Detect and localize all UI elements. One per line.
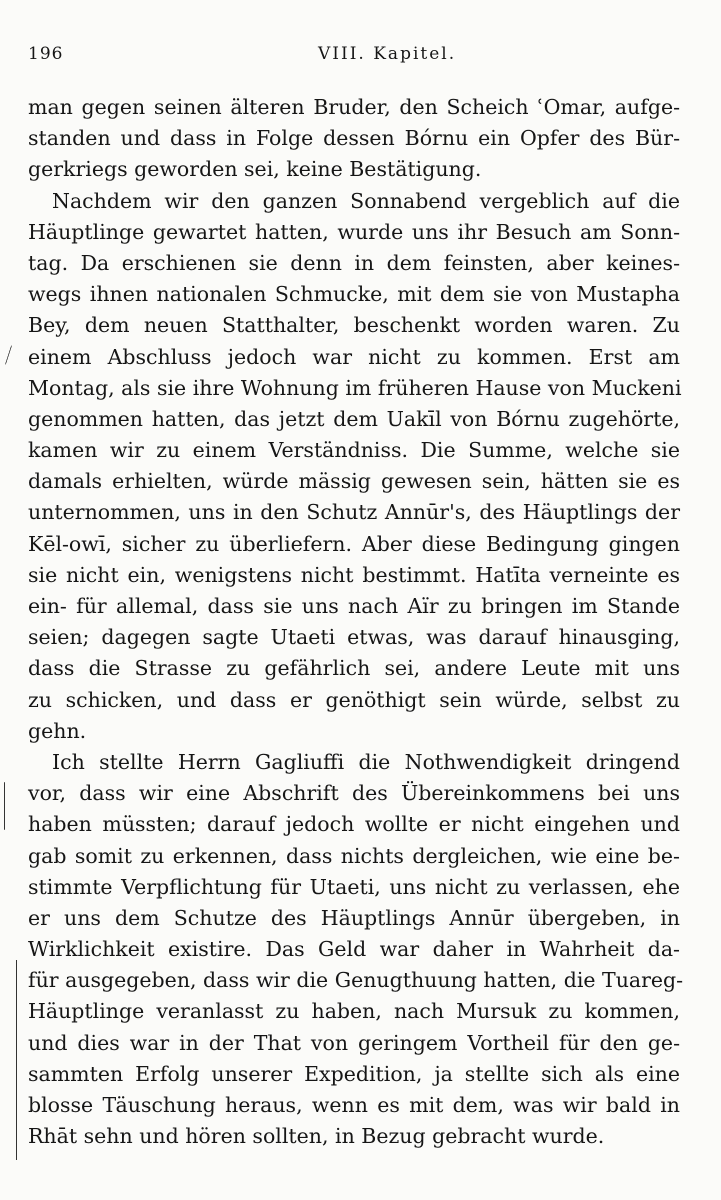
text-line: man gegen seinen älteren Bruder, den Scheich ʿOmar, aufge- <box>28 95 680 119</box>
text-line: gab somit zu erkennen, dass nichts dergleichen, wie eine be- <box>28 843 680 868</box>
text-line: dass die Strasse zu gefährlich sei, andere Leute mit uns <box>28 656 680 681</box>
running-head: VIII. Kapitel. <box>318 44 457 64</box>
text-line: Häuptlinge gewartet hatten, wurde uns ihr Besuch am Sonn- <box>28 219 680 244</box>
margin-pencil-mark <box>4 782 5 830</box>
text-line: seien; dagegen sagte Utaeti etwas, was darauf hinausging, <box>28 625 680 650</box>
text-line: vor, dass wir eine Abschrift des Übereinkommens bei uns <box>28 781 680 806</box>
text-line: Montag, als sie ihre Wohnung im früheren Hause von Muckeni <box>28 375 682 400</box>
text-line: sie nicht ein, wenigstens nicht bestimmt. Hatīta verneinte es <box>28 562 680 587</box>
page-number: 196 <box>28 44 64 64</box>
text-line: damals erhielten, würde mässig gewesen sein, hätten sie es <box>28 469 680 494</box>
margin-pencil-line <box>16 960 17 1160</box>
text-line: unternommen, uns in den Schutz Annūr's, des Häuptlings der <box>28 500 680 525</box>
text-line: tag. Da erschienen sie denn in dem feinsten, aber keines- <box>28 250 680 275</box>
text-line: blosse Täuschung heraus, wenn es mit dem, was wir bald in <box>28 1093 680 1117</box>
text-line: gerkriegs geworden sei, keine Bestätigung. <box>28 157 482 182</box>
margin-pencil-mark <box>5 345 12 364</box>
text-line: wegs ihnen nationalen Schmucke, mit dem sie von Mustapha <box>28 282 680 307</box>
text-line: er uns dem Schutze des Häuptlings Annūr übergeben, in <box>28 905 680 930</box>
text-line: standen und dass in Folge dessen Bórnu ein Opfer des Bür- <box>28 126 680 151</box>
text-line: kamen wir zu einem Verständniss. Die Summe, welche sie <box>28 438 680 463</box>
text-line: einem Abschluss jedoch war nicht zu kommen. Erst am <box>28 344 680 369</box>
text-line: Nachdem wir den ganzen Sonnabend vergeblich auf die <box>52 188 680 213</box>
page-header <box>28 44 693 72</box>
text-line: und dies war in der That von geringem Vortheil für den ge- <box>28 1030 680 1055</box>
text-line: Bey, dem neuen Statthalter, beschenkt worden waren. Zu <box>28 313 680 338</box>
text-line: stimmte Verpflichtung für Utaeti, uns nicht zu verlassen, ehe <box>28 874 680 899</box>
text-line: Häuptlinge veranlasst zu haben, nach Mursuk zu kommen, <box>28 999 680 1024</box>
text-line: Wirklichkeit existire. Das Geld war daher in Wahrheit da- <box>28 937 680 962</box>
text-line: sammten Erfolg unserer Expedition, ja stellte sich als eine <box>28 1061 680 1086</box>
text-line: genommen hatten, das jetzt dem Uakīl von Bórnu zugehörte, <box>28 406 680 431</box>
text-line: zu schicken, und dass er genöthigt sein würde, selbst zu <box>28 687 680 712</box>
text-line: haben müssten; darauf jedoch wollte er nicht eingehen und <box>28 812 680 837</box>
text-line: Kēl-owī, sicher zu überliefern. Aber diese Bedingung gingen <box>28 531 680 556</box>
text-line: Ich stellte Herrn Gagliuffi die Nothwendigkeit dringend <box>52 749 680 774</box>
text-line: Rhāt sehn und hören sollten, in Bezug gebracht wurde. <box>28 1124 605 1149</box>
text-line: für ausgegeben, dass wir die Genugthuung hatten, die Tuareg- <box>28 968 684 993</box>
text-line: gehn. <box>28 718 87 743</box>
body-text <box>28 92 684 1152</box>
text-line: ein- für allemal, dass sie uns nach Aïr zu bringen im Stande <box>28 594 680 618</box>
